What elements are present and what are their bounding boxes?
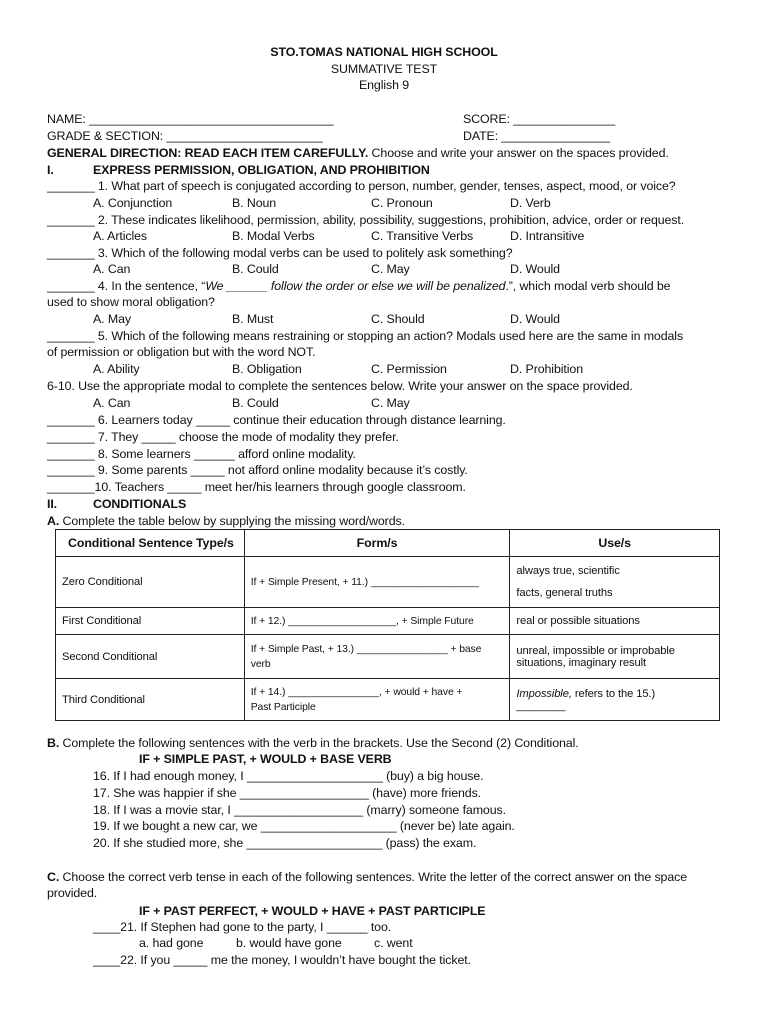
question-10: _______10. Teachers _____ meet her/his learners through google classroom. bbox=[47, 480, 466, 494]
q2-option-c: C. Transitive Verbs bbox=[371, 229, 474, 243]
row-use-line2: ________ bbox=[516, 699, 566, 712]
item-17: 17. She was happier if she ___________________ (have) more friends. bbox=[93, 786, 482, 800]
general-direction-bold: GENERAL DIRECTION: READ EACH ITEM CAREFULLY. bbox=[47, 146, 369, 160]
section-c-text: Choose the correct verb tense in each of the following sentences. Write the letter of the correct answer on the space bbox=[59, 870, 688, 884]
q1-option-a: A. Conjunction bbox=[93, 196, 173, 210]
part2-number: II. bbox=[47, 497, 58, 511]
q3-option-c: C. May bbox=[371, 262, 410, 276]
section-a-label: A. bbox=[47, 514, 60, 528]
q4-prefix: _______ 4. In the sentence, “ bbox=[47, 279, 206, 293]
q3-option-b: B. Could bbox=[232, 262, 279, 276]
question-21: ____21. If Stephen had gone to the party, I ______ too. bbox=[93, 920, 392, 934]
header-form: Form/s bbox=[244, 530, 510, 557]
q6-10-option-c: C. May bbox=[371, 396, 410, 410]
q4-option-a: A. May bbox=[93, 312, 131, 326]
table-row bbox=[56, 635, 720, 679]
row-use-line1: always true, scientific bbox=[516, 565, 620, 577]
q6-10-option-b: B. Could bbox=[232, 396, 279, 410]
row-use[interactable] bbox=[510, 679, 720, 721]
row-form[interactable]: If + Simple Present, + 11.) ___________________ bbox=[244, 557, 510, 608]
section-a-direction bbox=[47, 513, 405, 529]
row-use-line1: unreal, impossible or improbable bbox=[516, 644, 675, 657]
header-type: Conditional Sentence Type/s bbox=[56, 530, 245, 557]
questions-6-10-direction: 6-10. Use the appropriate modal to complete the sentences below. Write your answer on the space provided. bbox=[47, 379, 633, 393]
q3-option-d: D. Would bbox=[510, 262, 560, 276]
row-use-line2: situations, imaginary result bbox=[516, 656, 646, 669]
row-type: Zero Conditional bbox=[56, 557, 245, 608]
question-2: _______ 2. These indicates likelihood, permission, ability, possibility, suggestions, prohibition, advice, order or request. bbox=[47, 213, 685, 227]
q21-option-a: a. had gone bbox=[139, 936, 204, 950]
grade-section-field[interactable]: GRADE & SECTION: _______________________ bbox=[47, 129, 323, 143]
section-b-direction bbox=[47, 735, 579, 751]
item-18: 18. If I was a movie star, I ___________________ (marry) someone famous. bbox=[93, 803, 506, 817]
table-row bbox=[56, 608, 720, 635]
score-field[interactable]: SCORE: _______________ bbox=[463, 112, 616, 126]
table-row bbox=[56, 557, 720, 608]
row-form-line2: verb bbox=[250, 658, 271, 670]
q4-suffix: .”, which modal verb should be bbox=[505, 279, 671, 293]
question-4-line2: used to show moral obligation? bbox=[47, 295, 215, 309]
date-field[interactable]: DATE: ________________ bbox=[463, 129, 611, 143]
item-16: 16. If I had enough money, I ____________________ (buy) a big house. bbox=[93, 769, 484, 783]
question-4 bbox=[47, 278, 670, 294]
q4-option-d: D. Would bbox=[510, 312, 560, 326]
subject: English 9 bbox=[358, 78, 410, 92]
test-title: SUMMATIVE TEST bbox=[330, 62, 438, 76]
question-6: _______ 6. Learners today _____ continue their education through distance learning. bbox=[47, 413, 506, 427]
question-5-line2: of permission or obligation but with the word NOT. bbox=[47, 345, 316, 359]
row-type: Third Conditional bbox=[56, 679, 245, 721]
row-form[interactable] bbox=[244, 635, 510, 679]
row-use-line2: facts, general truths bbox=[516, 587, 613, 599]
q2-option-d: D. Intransitive bbox=[510, 229, 585, 243]
question-7: _______ 7. They _____ choose the mode of modality they prefer. bbox=[47, 430, 399, 444]
row-use-italic: Impossible, bbox=[516, 687, 572, 700]
row-form[interactable]: If + 12.) ___________________, + Simple Future bbox=[244, 608, 510, 635]
row-form-line1: If + Simple Past, + 13.) ________________ + base bbox=[250, 643, 482, 655]
row-use: real or possible situations bbox=[510, 608, 720, 635]
section-a-text: Complete the table below by supplying the missing word/words. bbox=[59, 514, 405, 528]
q3-option-a: A. Can bbox=[93, 262, 131, 276]
school-name: STO.TOMAS NATIONAL HIGH SCHOOL bbox=[270, 45, 498, 59]
row-form-line1: If + 14.) ________________, + would + have + bbox=[250, 686, 463, 698]
q5-option-c: C. Permission bbox=[371, 362, 447, 376]
question-22: ____22. If you _____ me the money, I wouldn’t have bought the ticket. bbox=[93, 953, 471, 967]
general-direction-rest: Choose and write your answer on the spaces provided. bbox=[368, 146, 669, 160]
row-use bbox=[510, 635, 720, 679]
q4-option-c: C. Should bbox=[371, 312, 425, 326]
q4-option-b: B. Must bbox=[232, 312, 274, 326]
q4-quote: We ______ follow the order or else we will be penalized bbox=[205, 279, 506, 293]
q1-option-d: D. Verb bbox=[510, 196, 551, 210]
question-3: _______ 3. Which of the following modal verbs can be used to politely ask something? bbox=[47, 246, 513, 260]
row-use bbox=[510, 557, 720, 608]
q5-option-b: B. Obligation bbox=[232, 362, 302, 376]
item-20: 20. If she studied more, she ____________________ (pass) the exam. bbox=[93, 836, 477, 850]
section-c-formula: IF + PAST PERFECT, + WOULD + HAVE + PAST PARTICIPLE bbox=[139, 904, 486, 918]
question-8: _______ 8. Some learners ______ afford online modality. bbox=[47, 447, 356, 461]
part1-number: I. bbox=[47, 163, 54, 177]
section-c-direction bbox=[47, 869, 687, 885]
row-form-line2: Past Participle bbox=[250, 701, 316, 713]
part2-title: CONDITIONALS bbox=[93, 497, 187, 511]
q2-option-b: B. Modal Verbs bbox=[232, 229, 315, 243]
general-direction bbox=[47, 145, 669, 161]
question-9: _______ 9. Some parents _____ not afford online modality because it’s costly. bbox=[47, 463, 468, 477]
q5-option-a: A. Ability bbox=[93, 362, 140, 376]
part1-title: EXPRESS PERMISSION, OBLIGATION, AND PROHIBITION bbox=[93, 163, 430, 177]
section-b-formula: IF + SIMPLE PAST, + WOULD + BASE VERB bbox=[139, 752, 392, 766]
q1-option-b: B. Noun bbox=[232, 196, 277, 210]
section-b-text: Complete the following sentences with the verb in the brackets. Use the Second (2) Conditional. bbox=[59, 736, 579, 750]
row-form[interactable] bbox=[244, 679, 510, 721]
q6-10-option-a: A. Can bbox=[93, 396, 131, 410]
row-type: First Conditional bbox=[56, 608, 245, 635]
q1-option-c: C. Pronoun bbox=[371, 196, 433, 210]
name-field[interactable]: NAME: ____________________________________ bbox=[47, 112, 334, 126]
header-use: Use/s bbox=[510, 530, 720, 557]
q2-option-a: A. Articles bbox=[93, 229, 147, 243]
question-1: _______ 1. What part of speech is conjugated according to person, number, gender, tenses, aspect, mood, or voice? bbox=[47, 179, 676, 193]
table-row bbox=[56, 679, 720, 721]
section-c-label: C. bbox=[47, 870, 60, 884]
section-c-direction-line2: provided. bbox=[47, 886, 98, 900]
item-19: 19. If we bought a new car, we ____________________ (never be) late again. bbox=[93, 819, 515, 833]
q21-option-c: c. went bbox=[374, 936, 413, 950]
table-header-row bbox=[56, 530, 720, 557]
question-5: _______ 5. Which of the following means restraining or stopping an action? Modals used here are the same in modals bbox=[47, 329, 684, 343]
q5-option-d: D. Prohibition bbox=[510, 362, 583, 376]
section-b-label: B. bbox=[47, 736, 60, 750]
row-use-line1 bbox=[516, 688, 713, 700]
conditionals-table bbox=[55, 529, 720, 721]
row-use-rest: refers to the 15.) bbox=[571, 687, 656, 700]
q21-option-b: b. would have gone bbox=[236, 936, 342, 950]
row-type: Second Conditional bbox=[56, 635, 245, 679]
